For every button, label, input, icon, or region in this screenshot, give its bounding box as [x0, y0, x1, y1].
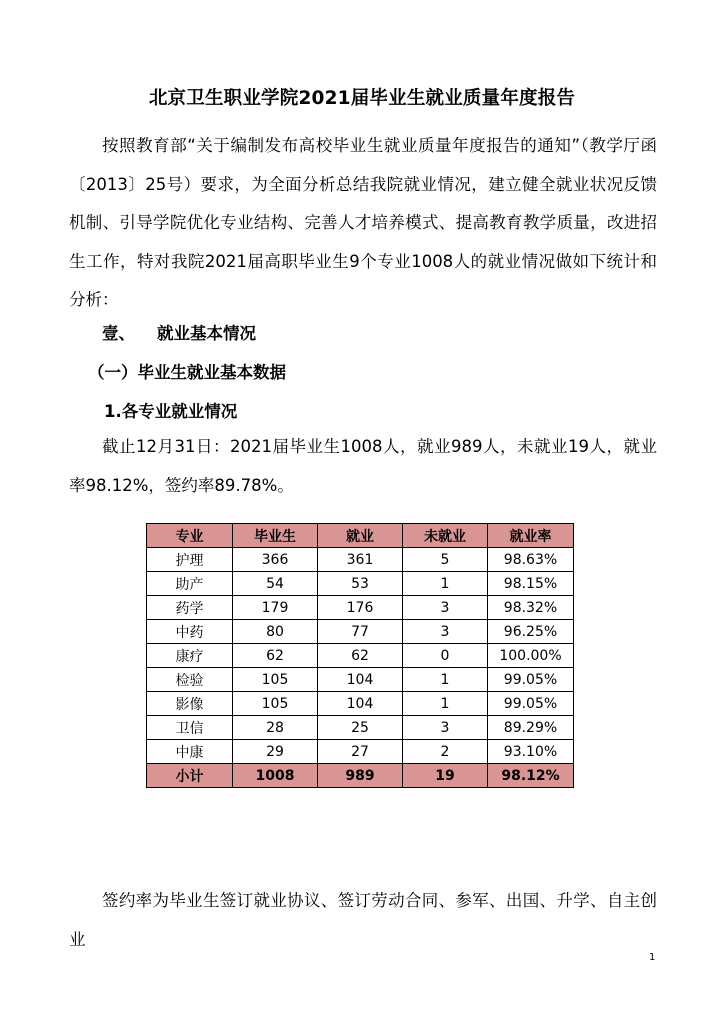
- header-employed: 就业: [318, 524, 403, 548]
- cell-major: 康疗: [147, 644, 233, 668]
- cell-employment-rate: 99.05%: [488, 668, 574, 692]
- table-row: [147, 740, 574, 764]
- table-row: [147, 596, 574, 620]
- cell-employed: 361: [318, 548, 403, 572]
- cell-graduates: 62: [233, 644, 318, 668]
- section-heading-number: 壹、: [102, 324, 135, 343]
- cell-major: 护理: [147, 548, 233, 572]
- header-unemployed: 未就业: [403, 524, 488, 548]
- cell-graduates: 54: [233, 572, 318, 596]
- cell-employment-rate: 96.25%: [488, 620, 574, 644]
- total-employed: 989: [318, 764, 403, 788]
- cell-employed: 104: [318, 668, 403, 692]
- cell-unemployed: 2: [403, 740, 488, 764]
- cell-employed: 62: [318, 644, 403, 668]
- cell-major: 中康: [147, 740, 233, 764]
- total-unemployed: 19: [403, 764, 488, 788]
- cell-major: 检验: [147, 668, 233, 692]
- header-employment-rate: 就业率: [488, 524, 574, 548]
- cell-major: 助产: [147, 572, 233, 596]
- cell-unemployed: 1: [403, 668, 488, 692]
- cell-employment-rate: 99.05%: [488, 692, 574, 716]
- table-row: [147, 620, 574, 644]
- cell-unemployed: 0: [403, 644, 488, 668]
- cell-graduates: 366: [233, 548, 318, 572]
- cell-employed: 176: [318, 596, 403, 620]
- page-number: 1: [649, 952, 656, 963]
- intro-paragraph: 按照教育部“关于编制发布高校毕业生就业质量年度报告的通知”（教学厅函〔2013〕25号）要求，为全面分析总结我院就业情况，建立健全就业状况反馈机制、引导学院优化专业结构、完善人才培养模式、提高教育教学质量，改进招生工作，特对我院2021届高职毕业生9个专业1008人的就业情况做如下统计和分析：: [69, 136, 657, 309]
- cell-employed: 25: [318, 716, 403, 740]
- total-label: 小计: [147, 764, 233, 788]
- subsection-heading: （一）毕业生就业基本数据: [88, 363, 286, 382]
- cell-major: 卫信: [147, 716, 233, 740]
- cell-employment-rate: 98.63%: [488, 548, 574, 572]
- cell-employment-rate: 93.10%: [488, 740, 574, 764]
- header-graduates: 毕业生: [233, 524, 318, 548]
- cell-employed: 27: [318, 740, 403, 764]
- cell-unemployed: 1: [403, 692, 488, 716]
- cell-employed: 77: [318, 620, 403, 644]
- employment-table: [146, 523, 574, 788]
- cell-graduates: 179: [233, 596, 318, 620]
- cell-unemployed: 3: [403, 620, 488, 644]
- cell-major: 中药: [147, 620, 233, 644]
- cell-employment-rate: 98.15%: [488, 572, 574, 596]
- cell-employment-rate: 98.32%: [488, 596, 574, 620]
- cell-unemployed: 1: [403, 572, 488, 596]
- cell-major: 药学: [147, 596, 233, 620]
- table-total-row: [147, 764, 574, 788]
- summary-paragraph: 截止12月31日：2021届毕业生1008人，就业989人，未就业19人，就业率98.12%，签约率89.78%。: [69, 437, 657, 495]
- cell-graduates: 105: [233, 692, 318, 716]
- header-major: 专业: [147, 524, 233, 548]
- cell-employment-rate: 100.00%: [488, 644, 574, 668]
- section-heading: [102, 320, 256, 344]
- table-row: [147, 644, 574, 668]
- table-header-row: [147, 524, 574, 548]
- cell-graduates: 29: [233, 740, 318, 764]
- total-graduates: 1008: [233, 764, 318, 788]
- cell-major: 影像: [147, 692, 233, 716]
- cell-unemployed: 3: [403, 596, 488, 620]
- cell-unemployed: 3: [403, 716, 488, 740]
- cell-unemployed: 5: [403, 548, 488, 572]
- cell-employment-rate: 89.29%: [488, 716, 574, 740]
- table-row: [147, 668, 574, 692]
- cell-employed: 53: [318, 572, 403, 596]
- subsubsection-heading: 1.各专业就业情况: [104, 402, 238, 421]
- document-title: 北京卫生职业学院2021届毕业生就业质量年度报告: [148, 88, 576, 109]
- table-row: [147, 692, 574, 716]
- cell-graduates: 105: [233, 668, 318, 692]
- table-row: [147, 548, 574, 572]
- total-employment-rate: 98.12%: [488, 764, 574, 788]
- cell-graduates: 28: [233, 716, 318, 740]
- table-row: [147, 572, 574, 596]
- table-row: [147, 716, 574, 740]
- cell-employed: 104: [318, 692, 403, 716]
- footer-paragraph: 签约率为毕业生签订就业协议、签订劳动合同、参军、出国、升学、自主创业: [69, 891, 657, 949]
- table-body: [147, 548, 574, 764]
- section-heading-text: 就业基本情况: [157, 324, 256, 343]
- cell-graduates: 80: [233, 620, 318, 644]
